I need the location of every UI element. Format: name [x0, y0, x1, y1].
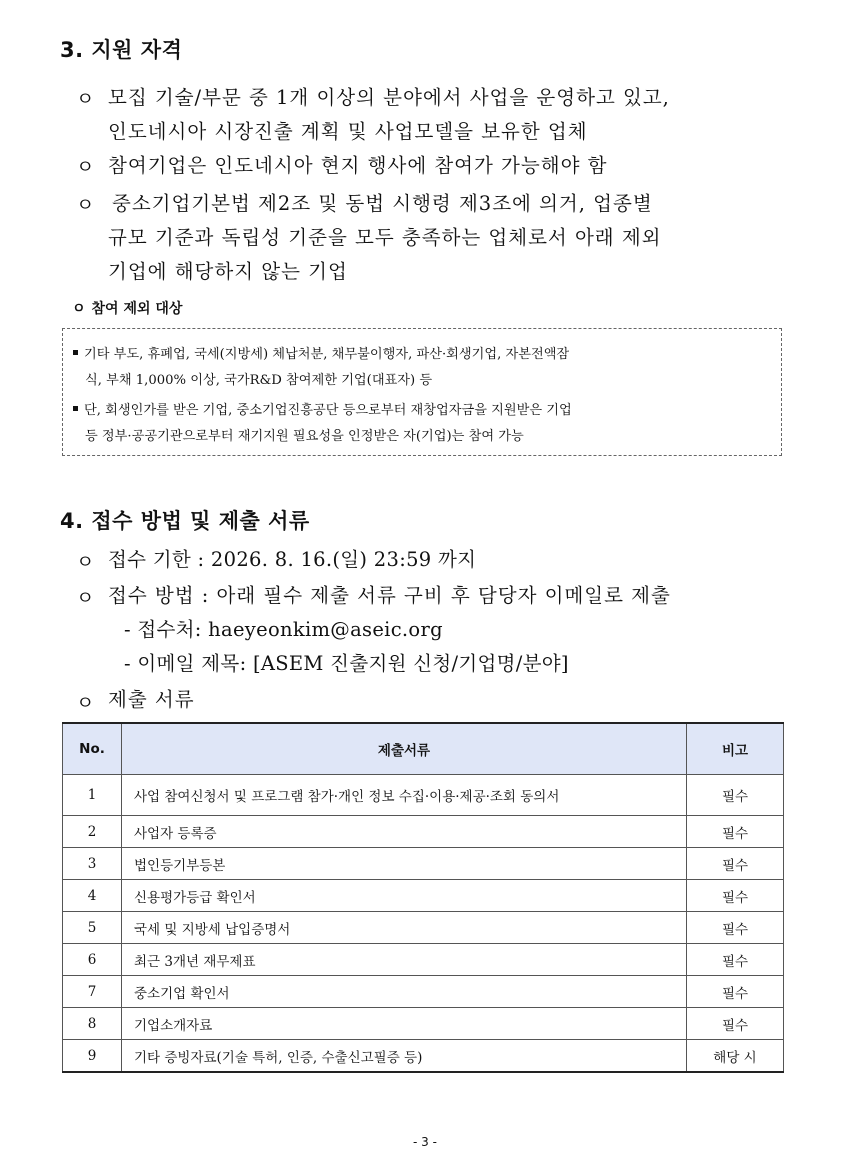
table-header-document: 제출서류: [122, 723, 687, 775]
row-no: 1: [63, 775, 122, 816]
qualification-3-line-3: 기업에 해당하지 않는 기업: [108, 260, 348, 283]
qualification-3-line-2: 규모 기준과 독립성 기준을 모두 충족하는 업체로서 아래 제외: [108, 226, 662, 249]
documents-table: [62, 722, 784, 1073]
row-note: 필수: [687, 1008, 784, 1040]
row-document: 법인등기부등본: [122, 848, 687, 880]
table-row: [63, 1040, 784, 1073]
row-document: 사업 참여신청서 및 프로그램 참가·개인 정보 수집·이용·제공·조회 동의서: [122, 775, 687, 816]
qualification-2-line-1: 참여기업은 인도네시아 현지 행사에 참여가 가능해야 함: [108, 154, 608, 177]
table-row: [63, 912, 784, 944]
table-header-note: 비고: [687, 723, 784, 775]
docs-label: 제출 서류: [108, 688, 195, 711]
row-note: 필수: [687, 880, 784, 912]
row-document: 신용평가등급 확인서: [122, 880, 687, 912]
qualification-1-line-2: 인도네시아 시장진출 계획 및 사업모델을 보유한 업체: [108, 120, 588, 143]
table-row: [63, 775, 784, 816]
email-subject-format: - 이메일 제목: [ASEM 진출지원 신청/기업명/분야]: [124, 652, 569, 675]
exclusion-title: [72, 298, 182, 318]
section-4-heading: 4. 접수 방법 및 제출 서류: [60, 509, 310, 533]
table-row: [63, 976, 784, 1008]
row-document: 국세 및 지방세 납입증명서: [122, 912, 687, 944]
exclusion-title-text: 참여 제외 대상: [91, 301, 183, 317]
deadline-text: 접수 기한 : 2026. 8. 16.(일) 23:59 까지: [108, 548, 477, 571]
row-no: 3: [63, 848, 122, 880]
bullet-marker: ㅇ: [76, 88, 95, 110]
row-note: 필수: [687, 816, 784, 848]
row-note: 필수: [687, 775, 784, 816]
row-document: 중소기업 확인서: [122, 976, 687, 1008]
bullet-marker: ㅇ: [76, 156, 95, 178]
row-no: 5: [63, 912, 122, 944]
bullet-marker: ㅇ: [76, 194, 95, 216]
bullet-marker: ㅇ: [76, 551, 95, 573]
bullet-marker: ㅇ: [76, 692, 95, 714]
square-bullet-icon: [73, 350, 78, 355]
bullet-marker: ㅇ: [72, 301, 86, 317]
row-note: 필수: [687, 976, 784, 1008]
section-3-heading: 3. 지원 자격: [60, 38, 183, 62]
row-no: 4: [63, 880, 122, 912]
qualification-1-line-1: 모집 기술/부문 중 1개 이상의 분야에서 사업을 운영하고 있고,: [108, 86, 670, 109]
page-number: - 3 -: [413, 1135, 437, 1149]
row-note: 필수: [687, 848, 784, 880]
table-row: [63, 880, 784, 912]
row-no: 8: [63, 1008, 122, 1040]
row-document: 기타 증빙자료(기술 특허, 인증, 수출신고필증 등): [122, 1040, 687, 1073]
row-no: 7: [63, 976, 122, 1008]
table-row: [63, 848, 784, 880]
row-note: 필수: [687, 912, 784, 944]
row-no: 2: [63, 816, 122, 848]
exclusion-item-1-text-1: 기타 부도, 휴폐업, 국세(지방세) 체납처분, 채무불이행자, 파산·회생기업, 자본전액잠: [84, 347, 570, 362]
qualification-3-line-1: 중소기업기본법 제2조 및 동법 시행령 제3조에 의거, 업종별: [112, 192, 653, 215]
table-row: [63, 944, 784, 976]
table-row: [63, 1008, 784, 1040]
row-no: 9: [63, 1040, 122, 1073]
row-note: 해당 시: [687, 1040, 784, 1073]
exclusion-item-2-text-1: 단, 회생인가를 받은 기업, 중소기업진흥공단 등으로부터 재창업자금을 지원받은 기업: [84, 403, 572, 418]
exclusion-item-1-line-2: 식, 부채 1,000% 이상, 국가R&D 참여제한 기업(대표자) 등: [85, 373, 433, 388]
row-document: 사업자 등록증: [122, 816, 687, 848]
recipient-email: - 접수처: haeyeonkim@aseic.org: [124, 618, 443, 641]
row-document: 최근 3개년 재무제표: [122, 944, 687, 976]
row-document: 기업소개자료: [122, 1008, 687, 1040]
square-bullet-icon: [73, 406, 78, 411]
exclusion-box: [62, 328, 782, 456]
table-row: [63, 816, 784, 848]
exclusion-item-2-line-2: 등 정부·공공기관으로부터 재기지원 필요성을 인정받은 자(기업)는 참여 가능: [85, 429, 524, 444]
exclusion-item-2-line-1: [73, 399, 572, 418]
row-note: 필수: [687, 944, 784, 976]
bullet-marker: ㅇ: [76, 587, 95, 609]
table-header-no: No.: [63, 723, 122, 775]
method-text: 접수 방법 : 아래 필수 제출 서류 구비 후 담당자 이메일로 제출: [108, 584, 671, 607]
exclusion-item-1-line-1: [73, 343, 569, 362]
row-no: 6: [63, 944, 122, 976]
